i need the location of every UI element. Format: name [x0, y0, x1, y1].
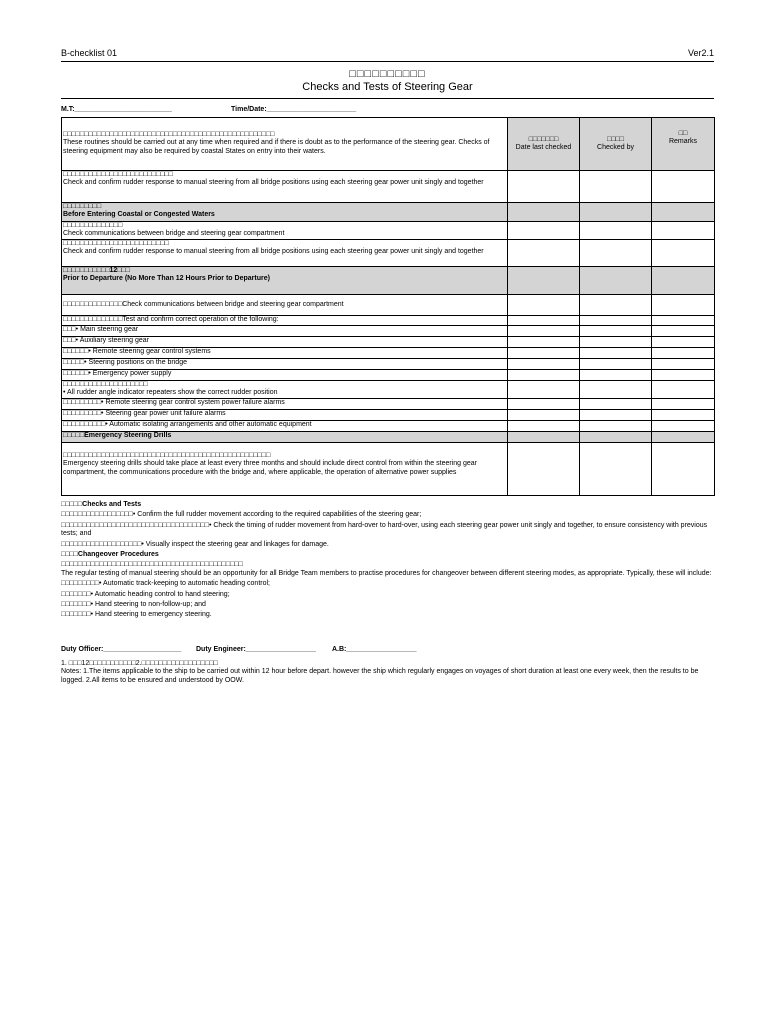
date-cell[interactable]	[508, 421, 580, 432]
table-row	[62, 421, 715, 432]
remarks-cell[interactable]	[652, 295, 715, 316]
intro-cell: □□□□□□□□□□□□□□□□□□□□□□□□□□□□□□□□□□□□□□□□□□□□□□□□□□ These routines should be carried out at any time when required and if there is doubt as to the performance of the steering gear. Checks of steering equipment may also be required by coastal States on entry into their waters.	[62, 118, 508, 171]
note-line: □□□□□□□• Hand steering to non-follow-up; and	[61, 601, 206, 609]
checked-by-cell[interactable]	[580, 443, 652, 496]
remarks-cell[interactable]	[652, 348, 715, 359]
remarks-cell[interactable]	[652, 421, 715, 432]
remarks-cell[interactable]	[652, 399, 715, 410]
note-line: □□□□□□□□□□□□□□□□□□□□□□□□□□□□□□□□□□□□□□□□□□□ The regular testing of manual steering should be an opportunity for all Bridge Team members to practise procedures for changeover between different steering modes, as appropriate. Typically, these will include:	[61, 561, 712, 577]
checked-by-cell[interactable]	[580, 267, 652, 295]
page-header	[61, 48, 714, 60]
note-line: □□□□Changeover Procedures	[61, 551, 159, 559]
remarks-cell[interactable]	[652, 326, 715, 337]
remarks-cell[interactable]	[652, 381, 715, 399]
date-cell[interactable]	[508, 316, 580, 326]
checked-by-cell[interactable]	[580, 295, 652, 316]
title-cn: □□□□□□□□□□	[349, 68, 426, 80]
table-row	[62, 326, 715, 337]
date-cell[interactable]	[508, 399, 580, 410]
table-row	[62, 432, 715, 443]
page-title: Checks and Tests of Steering Gear	[302, 81, 473, 93]
doc-version: Ver2.1	[687, 48, 714, 58]
duty-engineer-field[interactable]: Duty Engineer:__________________	[196, 645, 316, 653]
check-item: □□□□□□□□□□□□□□ Check communications between bridge and steering gear compartment	[62, 222, 508, 240]
table-row	[62, 316, 715, 326]
date-cell[interactable]	[508, 326, 580, 337]
table-row	[62, 203, 715, 222]
check-item: □□□□□□□□□□□□□□Check communications between bridge and steering gear compartment	[62, 295, 508, 316]
check-item: □□□• Main steering gear	[62, 326, 508, 337]
info-fields	[61, 106, 714, 116]
check-item: □□□□□• Steering positions on the bridge	[62, 359, 508, 370]
date-cell[interactable]	[508, 222, 580, 240]
table-row	[62, 399, 715, 410]
checked-by-cell[interactable]	[580, 326, 652, 337]
duty-officer-field[interactable]: Duty Officer:____________________	[61, 645, 182, 653]
table-row	[62, 267, 715, 295]
remarks-cell[interactable]	[652, 316, 715, 326]
date-cell[interactable]	[508, 337, 580, 348]
remarks-cell[interactable]	[652, 370, 715, 381]
table-row	[62, 370, 715, 381]
check-item: □□□□□□• Remote steering gear control systems	[62, 348, 508, 359]
signature-row	[61, 646, 714, 656]
date-cell[interactable]	[508, 267, 580, 295]
check-item: □□□□□□□□□□□12□□□ Prior to Departure (No More Than 12 Hours Prior to Departure)	[62, 267, 508, 295]
doc-code: B-checklist 01	[61, 48, 118, 58]
date-cell[interactable]	[508, 240, 580, 267]
remarks-cell[interactable]	[652, 410, 715, 421]
note-line: □□□□□□□• Automatic heading control to hand steering;	[61, 590, 230, 598]
check-item: □□□□□□□□□ Before Entering Coastal or Congested Waters	[62, 203, 508, 222]
date-cell[interactable]	[508, 295, 580, 316]
table-row	[62, 337, 715, 348]
note-line: □□□□□□□□□□□□□□□□□• Confirm the full rudder movement according to the required capabilities of the steering gear;	[61, 511, 422, 519]
table-row	[62, 381, 715, 399]
checked-by-cell[interactable]	[580, 410, 652, 421]
date-cell[interactable]	[508, 359, 580, 370]
checked-by-cell[interactable]	[580, 421, 652, 432]
note-line: □□□□□□□□□□□□□□□□□□□□□□□□□□□□□□□□□□□• Check the timing of rudder movement from hard-over to hard-over, using each steering gear power unit singly and together, to ensure consistency with previous tests; and	[61, 521, 708, 538]
check-item: □□□□□□□□□□□□□□□□□□□□□□□□□□□□□□□□□□□□□□□□□□□□□□□□□ Emergency steering drills should take place at least every three months and should include direct control from within the steering gear compartment, the communications procedure with the bridge and, where applicable, the operation of alternative power supplies	[62, 443, 508, 496]
notes-section	[61, 501, 714, 620]
col-date-last-checked: □□□□□□□ Date last checked	[508, 118, 580, 171]
table-row	[62, 410, 715, 421]
header-divider	[61, 61, 714, 62]
time-date-field[interactable]: Time/Date:_______________________	[231, 106, 357, 113]
check-item: □□□□□□□□□□• Automatic isolating arrangements and other automatic equipment	[62, 421, 508, 432]
table-row	[62, 443, 715, 496]
table-row	[62, 348, 715, 359]
remarks-cell[interactable]	[652, 222, 715, 240]
check-item: □□□□□□□□□• Remote steering gear control system power failure alarms	[62, 399, 508, 410]
check-item: □□□□□□• Emergency power supply	[62, 370, 508, 381]
note-line: □□□□□□□• Hand steering to emergency steering.	[61, 611, 212, 619]
check-item: □□□□□□□□□□□□□□□□□□□□□□□□□□ Check and confirm rudder response to manual steering from all bridge positions using each steering gear power unit singly and together	[62, 171, 508, 203]
checked-by-cell[interactable]	[580, 370, 652, 381]
check-item: □□□□□□□□□• Steering gear power unit failure alarms	[62, 410, 508, 421]
remarks-cell[interactable]	[652, 359, 715, 370]
remarks-cell[interactable]	[652, 432, 715, 443]
check-item: □□□□□□□□□□□□□□Test and confirm correct operation of the following:	[62, 316, 508, 326]
note-line: □□□□□□□□□□□□□□□□□□□• Visually inspect the steering gear and linkages for damage.	[61, 540, 329, 548]
check-item: □□□□□□□□□□□□□□□□□□□□ • All rudder angle indicator repeaters show the correct rudder position	[62, 381, 508, 399]
check-item: □□□• Auxiliary steering gear	[62, 337, 508, 348]
remarks-cell[interactable]	[652, 337, 715, 348]
date-cell[interactable]	[508, 203, 580, 222]
checked-by-cell[interactable]	[580, 240, 652, 267]
checked-by-cell[interactable]	[580, 171, 652, 203]
date-cell[interactable]	[508, 348, 580, 359]
checked-by-cell[interactable]	[580, 337, 652, 348]
checklist-page	[61, 48, 714, 685]
table-row	[62, 359, 715, 370]
col-remarks: □□ Remarks	[652, 118, 715, 171]
footer-notes	[61, 660, 714, 685]
date-cell[interactable]	[508, 171, 580, 203]
date-cell[interactable]	[508, 410, 580, 421]
remarks-cell[interactable]	[652, 203, 715, 222]
date-cell[interactable]	[508, 370, 580, 381]
checked-by-cell[interactable]	[580, 359, 652, 370]
checked-by-cell[interactable]	[580, 316, 652, 326]
note-line: □□□□□Checks and Tests	[61, 501, 142, 508]
title-divider	[61, 98, 714, 99]
col-checked-by: □□□□ Checked by	[580, 118, 652, 171]
date-cell[interactable]	[508, 381, 580, 399]
checked-by-cell[interactable]	[580, 432, 652, 443]
table-header-row	[62, 118, 715, 171]
date-cell[interactable]	[508, 432, 580, 443]
checklist-table	[61, 117, 715, 496]
checked-by-cell[interactable]	[580, 203, 652, 222]
table-row	[62, 295, 715, 316]
note-line: □□□□□□□□□• Automatic track-keeping to automatic heading control;	[61, 580, 270, 588]
remarks-cell[interactable]	[652, 267, 715, 295]
table-row	[62, 222, 715, 240]
remarks-cell[interactable]	[652, 443, 715, 496]
footer-en: Notes: 1.The items applicable to the ship to be carried out within 12 hour before depart. however the ship which regularly engages on voyages of short duration at least one every week, then the results to be logged. 2.All items to be ensured and understood by OOW.	[61, 668, 699, 684]
check-item: □□□□□Emergency Steering Drills	[62, 432, 508, 443]
remarks-cell[interactable]	[652, 240, 715, 267]
footer-cn: 1. □□□12□□□□□□□□□□□2.□□□□□□□□□□□□□□□□□□	[61, 659, 218, 667]
checked-by-cell[interactable]	[580, 348, 652, 359]
checked-by-cell[interactable]	[580, 222, 652, 240]
checked-by-cell[interactable]	[580, 381, 652, 399]
remarks-cell[interactable]	[652, 171, 715, 203]
check-item: □□□□□□□□□□□□□□□□□□□□□□□□□ Check and confirm rudder response to manual steering from all bridge positions using each steering gear power unit singly and together	[62, 240, 508, 267]
checked-by-cell[interactable]	[580, 399, 652, 410]
ab-field[interactable]: A.B:__________________	[332, 645, 417, 653]
table-row	[62, 171, 715, 203]
mt-field[interactable]: M.T:_________________________	[61, 106, 172, 113]
date-cell[interactable]	[508, 443, 580, 496]
table-row	[62, 240, 715, 267]
